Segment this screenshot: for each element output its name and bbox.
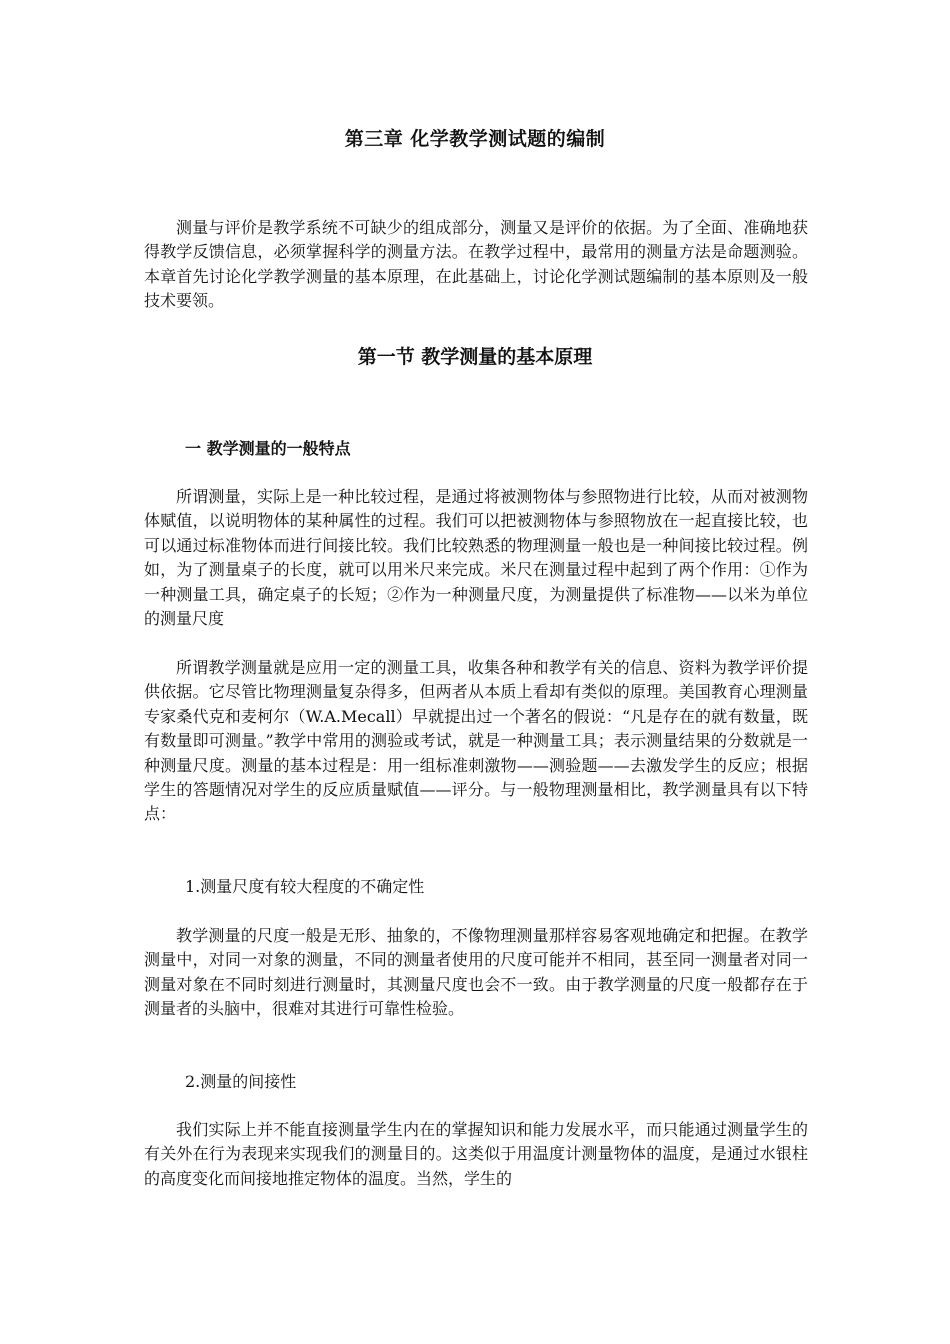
intro-paragraph: 测量与评价是教学系统不可缺少的组成部分，测量又是评价的依据。为了全面、准确地获得教学反馈信息，必须掌握科学的测量方法。在教学过程中，最常用的测量方法是命题测验。本章首先讨论化学教学测量的基本原理，在此基础上，讨论化学测试题编制的基本原则及一般技术要领。 [144,218,808,311]
subsection-title: 一 教学测量的一般特点 [185,439,351,458]
list-item-1: 1.测量尺度有较大程度的不确定性 [185,877,425,896]
list-item-2: 2.测量的间接性 [185,1072,297,1091]
paragraph-indirectness: 我们实际上并不能直接测量学生内在的掌握知识和能力发展水平，而只能通过测量学生的有关外在行为表现来实现我们的测量目的。这类似于用温度计测量物体的温度，是通过水银柱的高度变化而间接地推定物体的温度。当然，学生的 [144,1120,808,1188]
paragraph-uncertainty: 教学测量的尺度一般是无形、抽象的，不像物理测量那样容易客观地确定和把握。在教学测量中，对同一对象的测量，不同的测量者使用的尺度可能并不相同，甚至同一测量者对同一测量对象在不同时刻进行测量时，其测量尺度也会不一致。由于教学测量的尺度一般都存在于测量者的头脑中，很难对其进行可靠性检验。 [144,926,808,1019]
paragraph-teaching-measurement: 所谓教学测量就是应用一定的测量工具，收集各种和教学有关的信息、资料为教学评价提供依据。它尽管比物理测量复杂得多，但两者从本质上看却有类似的原理。美国教育心理测量专家桑代克和麦柯尔（W.A.Mecall）早就提出过一个著名的假说：“凡是存在的就有数量，既有数量即可测量。”教学中常用的测验或考试，就是一种测量工具；表示测量结果的分数就是一种测量尺度。测量的基本过程是：用一组标准刺激物——测验题——去激发学生的反应；根据学生的答题情况对学生的反应质量赋值——评分。与一般物理测量相比，教学测量具有以下特点： [144,658,808,824]
section-title: 第一节 教学测量的基本原理 [357,346,593,368]
chapter-title: 第三章 化学教学测试题的编制 [344,128,606,150]
paragraph-measurement-definition: 所谓测量，实际上是一种比较过程，是通过将被测物体与参照物进行比较，从而对被测物体赋值，以说明物体的某种属性的过程。我们可以把被测物体与参照物放在一起直接比较，也可以通过标准物体而进行间接比较。我们比较熟悉的物理测量一般也是一种间接比较过程。例如，为了测量桌子的长度，就可以用米尺来完成。米尺在测量过程中起到了两个作用：①作为一种测量工具，确定桌子的长短；②作为一种测量尺度，为测量提供了标准物——以米为单位的测量尺度 [144,487,808,629]
